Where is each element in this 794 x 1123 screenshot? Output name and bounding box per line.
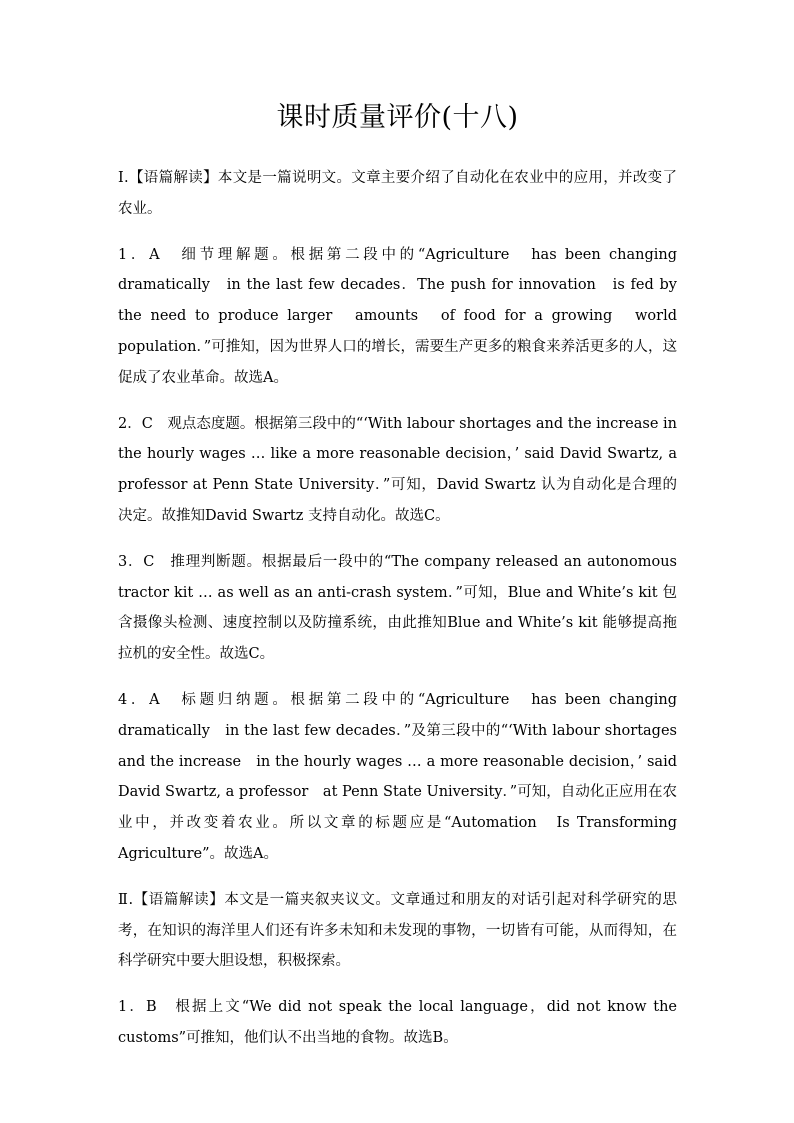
page-title: 课时质量评价(十八)	[276, 102, 519, 133]
answer-1-4: 4．A 标题归纳题。根据第二段中的“Agriculture has been changing dramatically in the last few decades．”及第三段中的“‘With labour shortages and the increase in the hourly wages … a more reasonable decision，’ said David Swartz, a professor at Penn State University．”可知，自动化正应用在农业中，并改变着农业。所以文章的标题应是“Automation Is Transforming Agriculture”。故选A。	[118, 691, 692, 862]
section-2-intro: Ⅱ.【语篇解读】本文是一篇夹叙夹议文。文章通过和朋友的对话引起对科学研究的思考，在知识的海洋里人们还有许多未知和未发现的事物，一切皆有可能，从而得知，在科学研究中要大胆设想，积极探索。	[118, 891, 677, 970]
answer-1-3: 3．C 推理判断题。根据最后一段中的“The company released an autonomous tractor kit … as well as an anti-crash system．”可知，Blue and White’s kit 包含摄像头检测、速度控制以及防撞系统，由此推知Blue and White’s kit 能够提高拖拉机的安全性。故选C。	[118, 553, 692, 663]
answer-1-2: 2．C 观点态度题。根据第三段中的“‘With labour shortages and the increase in the hourly wages … like a more reasonable decision，’ said David Swartz, a professor at Penn State University．”可知，David Swartz 认为自动化是合理的决定。故推知David Swartz 支持自动化。故选C。	[118, 415, 692, 524]
answer-1-1: 1．A 细节理解题。根据第二段中的“Agriculture has been changing dramatically in the last few decades．The push for innovation is fed by the need to produce larger amounts of food for a growing world population．”可推知，因为世界人口的增长，需要生产更多的粮食来养活更多的人，这促成了农业革命。故选A。	[118, 246, 692, 386]
document-body	[118, 163, 692, 1054]
section-1-intro: Ⅰ.【语篇解读】本文是一篇说明文。文章主要介绍了自动化在农业中的应用，并改变了农业。	[118, 170, 677, 217]
answer-2-1: 1．B 根据上文“We did not speak the local language，did not know the customs”可推知，他们认不出当地的食物。故选B。	[118, 999, 677, 1046]
